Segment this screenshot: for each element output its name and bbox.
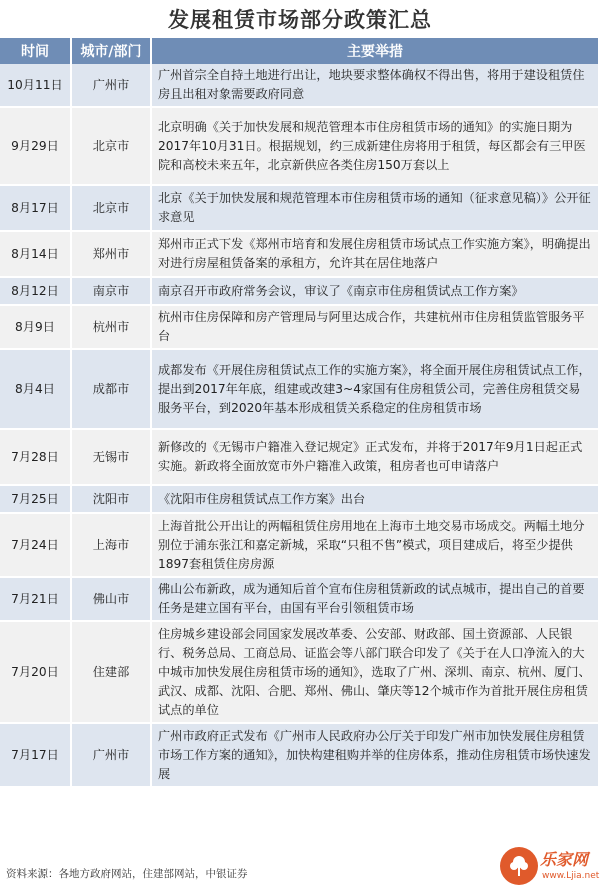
row-date: 8月17日 [0, 186, 72, 232]
table-row [0, 108, 600, 186]
row-date: 7月24日 [0, 514, 72, 578]
page-title: 发展租赁市场部分政策汇总 [168, 8, 432, 32]
table-row [0, 64, 600, 108]
row-measure: 杭州市住房保障和房产管理局与阿里达成合作，共建杭州市住房租赁监管服务平台 [152, 306, 600, 350]
row-date: 7月28日 [0, 430, 72, 486]
table-header-row [0, 38, 600, 64]
watermark-name: 乐家网 [540, 850, 589, 869]
row-city: 北京市 [72, 108, 152, 186]
row-city: 成都市 [72, 350, 152, 430]
row-measure: 广州市政府正式发布《广州市人民政府办公厅关于印发广州市加快发展住房租赁市场工作方案的通知》，加快构建租购并举的住房体系，推动住房租赁市场快速发展 [152, 724, 600, 788]
row-city: 上海市 [72, 514, 152, 578]
row-measure: 北京《关于加快发展和规范管理本市住房租赁市场的通知（征求意见稿）》公开征求意见 [152, 186, 600, 232]
row-date: 7月17日 [0, 724, 72, 788]
row-date: 8月12日 [0, 278, 72, 306]
header-city: 城市/部门 [72, 38, 152, 64]
policy-table [0, 38, 600, 788]
row-city: 杭州市 [72, 306, 152, 350]
row-city: 住建部 [72, 622, 152, 724]
row-measure: 住房城乡建设部会同国家发展改革委、公安部、财政部、国土资源部、人民银行、税务总局、工商总局、证监会等八部门联合印发了《关于在人口净流入的大中城市加快发展住房租赁市场的通知》，选取了广州、深圳、南京、杭州、厦门、武汉、成都、沈阳、合肥、郑州、佛山、肇庆等12个城市作为首批开展住房租赁试点的单位 [152, 622, 600, 724]
row-city: 佛山市 [72, 578, 152, 622]
row-city: 广州市 [72, 724, 152, 788]
table-row [0, 306, 600, 350]
row-city: 北京市 [72, 186, 152, 232]
row-date: 8月9日 [0, 306, 72, 350]
row-date: 10月11日 [0, 64, 72, 108]
row-measure: 广州首宗全自持土地进行出让，地块要求整体确权不得出售，将用于建设租赁住房且出租对象需要政府同意 [152, 64, 600, 108]
table-row [0, 186, 600, 232]
row-date: 7月21日 [0, 578, 72, 622]
row-date: 9月29日 [0, 108, 72, 186]
table-row [0, 430, 600, 486]
header-time: 时间 [0, 38, 72, 64]
header-measure: 主要举措 [152, 38, 600, 64]
row-measure: 北京明确《关于加快发展和规范管理本市住房租赁市场的通知》的实施日期为2017年10月31日。根据规划，约三成新建住房将用于租赁，每区都会有三甲医院和高校未来五年，北京新供应各类住房150万套以上 [152, 108, 600, 186]
tree-logo-icon [500, 847, 538, 885]
row-city: 广州市 [72, 64, 152, 108]
row-measure: 南京召开市政府常务会议，审议了《南京市住房租赁试点工作方案》 [152, 278, 600, 306]
row-measure: 郑州市正式下发《郑州市培育和发展住房租赁市场试点工作实施方案》，明确提出对进行房屋租赁备案的承租方，允许其在居住地落户 [152, 232, 600, 278]
table-body [0, 64, 600, 788]
table-row [0, 622, 600, 724]
row-date: 7月25日 [0, 486, 72, 514]
table-row [0, 578, 600, 622]
table-row [0, 724, 600, 788]
watermark-logo [500, 845, 600, 889]
row-city: 无锡市 [72, 430, 152, 486]
row-measure: 新修改的《无锡市户籍准入登记规定》正式发布，并将于2017年9月1日起正式实施。新政将全面放宽市外户籍准入政策，租房者也可申请落户 [152, 430, 600, 486]
row-measure: 佛山公布新政，成为通知后首个宣布住房租赁新政的试点城市，提出自己的首要任务是建立国有平台，由国有平台引领租赁市场 [152, 578, 600, 622]
watermark-url: www.Ljia.net [542, 871, 600, 881]
row-date: 7月20日 [0, 622, 72, 724]
row-measure: 上海首批公开出让的两幅租赁住房用地在上海市土地交易市场成交。两幅土地分别位于浦东张江和嘉定新城，采取“只租不售”模式，项目建成后，将至少提供1897套租赁住房房源 [152, 514, 600, 578]
source-note: 资料来源：各地方政府网站，住建部网站，中银证券 [6, 868, 248, 880]
table-row [0, 350, 600, 430]
row-city: 南京市 [72, 278, 152, 306]
table-row [0, 486, 600, 514]
row-date: 8月4日 [0, 350, 72, 430]
table-row [0, 514, 600, 578]
row-city: 沈阳市 [72, 486, 152, 514]
table-row [0, 278, 600, 306]
row-measure: 成都发布《开展住房租赁试点工作的实施方案》，将全面开展住房租赁试点工作，提出到2017年年底，组建或改建3~4家国有住房租赁公司，完善住房租赁交易服务平台，到2020年基本形成租赁关系稳定的住房租赁市场 [152, 350, 600, 430]
row-date: 8月14日 [0, 232, 72, 278]
table-row [0, 232, 600, 278]
row-measure: 《沈阳市住房租赁试点工作方案》出台 [152, 486, 600, 514]
row-city: 郑州市 [72, 232, 152, 278]
